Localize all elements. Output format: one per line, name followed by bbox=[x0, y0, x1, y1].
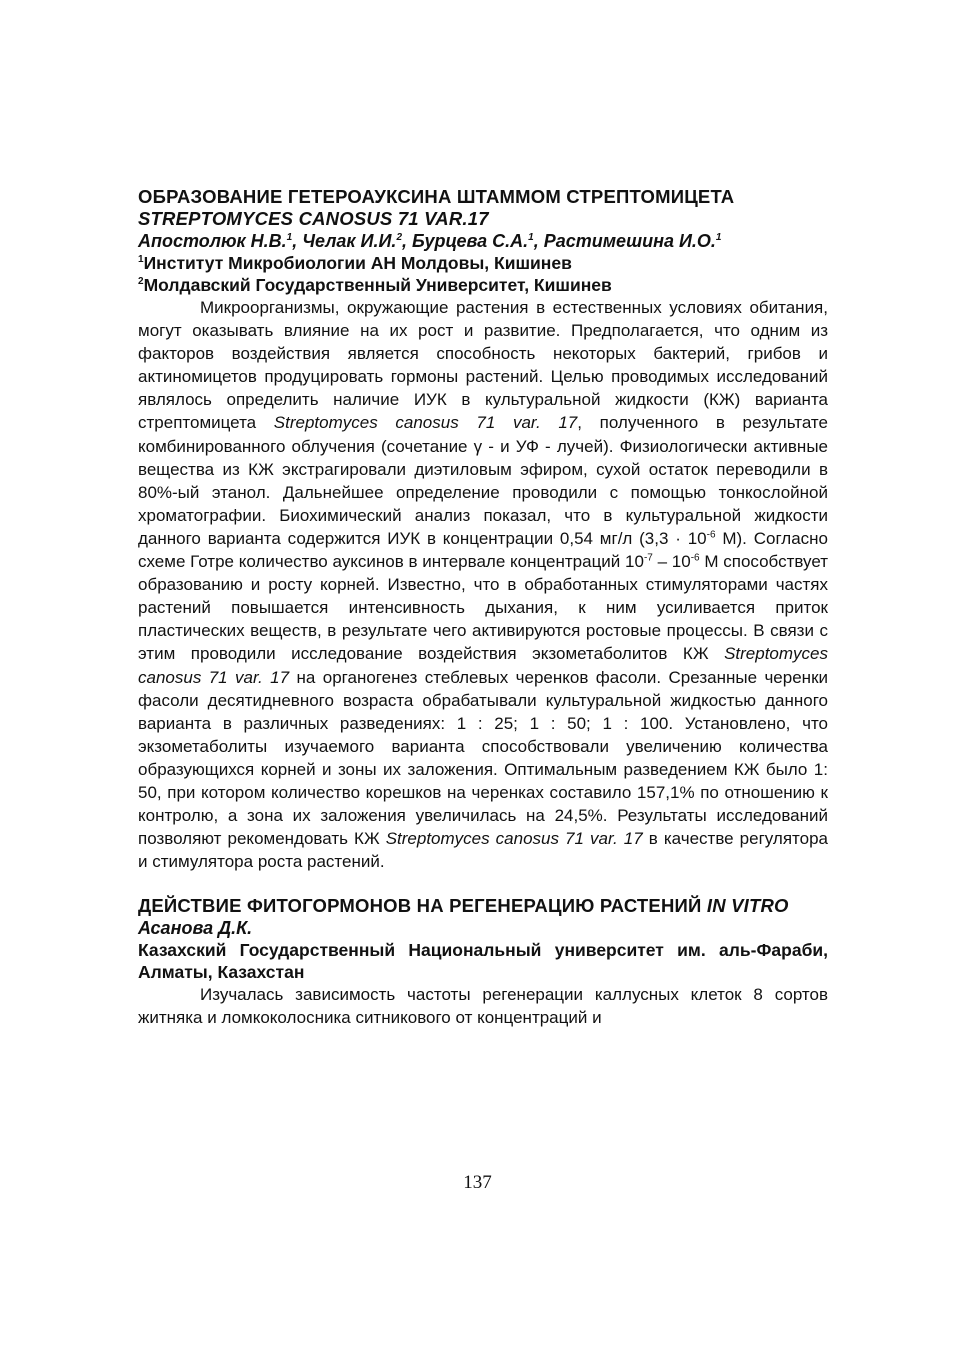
species-name: Streptomyces canosus 71 var. 17 bbox=[273, 413, 578, 433]
title-line-2: STREPTOMYCES CANOSUS 71 VAR.17 bbox=[138, 208, 489, 229]
exponent: -7 bbox=[643, 552, 653, 564]
author-1-sup: 1 bbox=[286, 232, 293, 243]
section-1 bbox=[138, 186, 828, 873]
section-2-title-text: ДЕЙСТВИЕ ФИТОГОРМОНОВ НА РЕГЕНЕРАЦИЮ РАСТЕНИЙ bbox=[138, 895, 707, 917]
author-3: Бурцева С.А. bbox=[412, 231, 529, 251]
page-content bbox=[138, 186, 828, 1030]
body-text: М). Согласно схеме Готре количество ауксинов в интервале концентраций 10 bbox=[138, 528, 828, 572]
section-1-body bbox=[138, 296, 828, 873]
author-1: Апостолюк Н.В. bbox=[138, 231, 287, 251]
species-name: Streptomyces canosus 71 var. 17 bbox=[138, 644, 828, 687]
title-line-1: ОБРАЗОВАНИЕ ГЕТЕРОАУКСИНА ШТАММОМ СТРЕПТОМИЦЕТА bbox=[138, 186, 735, 207]
section-2-body: Изучалась зависимость частоты регенерации каллусных клеток 8 сортов житняка и ломкоколосника ситникового от концентраций и bbox=[138, 985, 828, 1028]
affiliation-1-sup: 1 bbox=[138, 254, 144, 266]
affiliation-2 bbox=[138, 274, 828, 296]
author-sep-3: , bbox=[533, 231, 544, 251]
body-text: в качестве регулятора и стимулятора роста растений. bbox=[138, 829, 829, 872]
affiliation-1 bbox=[138, 252, 828, 274]
author-2: Челак И.И. bbox=[302, 231, 397, 251]
body-text: на органогенез стеблевых черенков фасоли. Срезанные черенки фасоли десятидневного возраста обрабатывали культуральной жидкостью данного варианта в различных разведениях: 1 : 25; 1 : 50; 1 : 100. Установлено, что экзометаболиты изучаемого варианта способствовали увеличению количества образующихся корней и зоны их заложения. Оптимальным разведением КЖ было 1: 50, при котором количество корешков на черенках составило 157,1% по отношению к контролю, а зона их заложения увеличилась на 24,5%. Результаты исследований позволяют рекомендовать КЖ bbox=[138, 667, 828, 849]
section-2-affiliation: Казахский Государственный Национальный университет им. аль-Фараби, Алматы, Казахстан bbox=[138, 940, 828, 983]
body-text: , полученного в результате комбинированного облучения (сочетание γ - и УФ - лучей). Физиологически активные вещества из КЖ экстрагировали диэтиловым эфиром, сухой остаток переводили в 80%-ый этанол. Дальнейшее определение проводили с помощью тонкослойной хроматографии. Биохимический анализ показал, что в культуральной жидкости данного варианта содержится ИУК в концентрации 0,54 мг/л (3,3 · 10 bbox=[138, 413, 828, 548]
author-3-sup: 1 bbox=[528, 232, 534, 243]
section-2-title-italic: IN VITRO bbox=[706, 895, 789, 917]
body-text: М способствует образованию и росту корней. Известно, что в обработанных стимуляторами частях растений повышается интенсивность дыхания, к ним усиливается приток пластических веществ, в результате чего активируются ростовые процессы. В связи с этим проводили исследование воздействия экзометаболитов КЖ bbox=[138, 552, 829, 664]
page-number: 137 bbox=[463, 1172, 492, 1193]
affiliation-2-text: Молдавский Государственный Университет, Кишинев bbox=[143, 275, 612, 295]
exponent: -6 bbox=[706, 529, 716, 541]
exponent: -6 bbox=[690, 552, 700, 564]
author-4: Растимешина И.О. bbox=[543, 231, 716, 251]
affiliation-1-text: Институт Микробиологии АН Молдовы, Кишинев bbox=[143, 253, 572, 273]
section-1-title bbox=[138, 186, 828, 230]
species-name: Streptomyces canosus 71 var. 17 bbox=[385, 829, 643, 849]
author-4-sup: 1 bbox=[715, 232, 722, 243]
section-2-author: Асанова Д.К. bbox=[138, 918, 253, 939]
author-sep-2: , bbox=[402, 231, 413, 251]
authors-line bbox=[138, 230, 828, 252]
author-2-sup: 2 bbox=[396, 232, 402, 243]
body-text: Микроорганизмы, окружающие растения в естественных условиях обитания, могут оказывать влияние на их рост и развитие. Предполагается, что одним из факторов воздействия является способность некоторых бактерий, грибов и актиномицетов продуцировать гормоны растений. Целью проводимых исследований являлось определить наличие ИУК в культуральной жидкости (КЖ) варианта стрептомицета bbox=[138, 298, 828, 433]
affiliation-2-sup: 2 bbox=[138, 276, 144, 288]
author-sep-1: , bbox=[292, 231, 303, 251]
body-text: – 10 bbox=[652, 552, 691, 572]
section-2-title bbox=[138, 895, 828, 917]
section-2 bbox=[138, 895, 828, 1029]
